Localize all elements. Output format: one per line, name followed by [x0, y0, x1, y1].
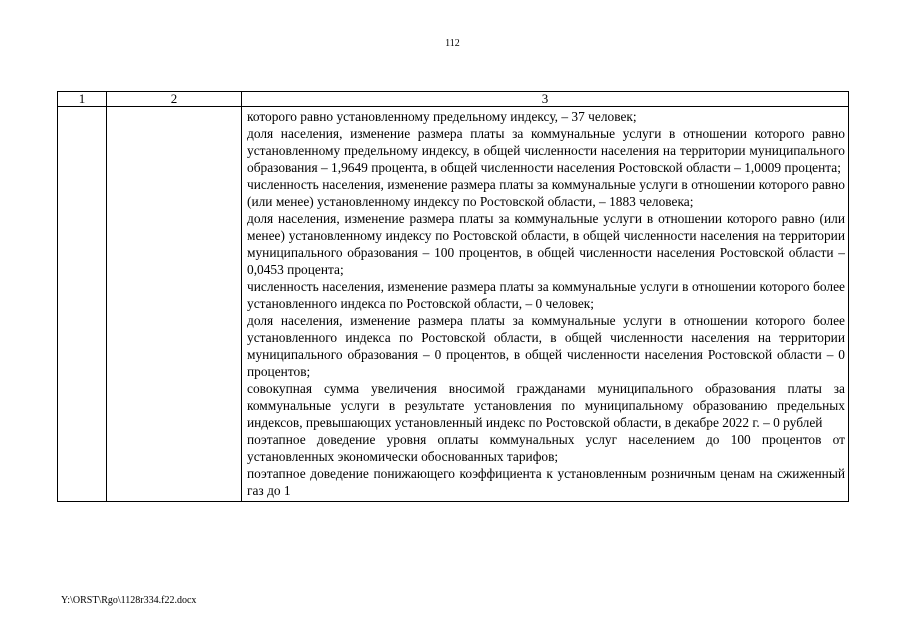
- paragraph: поэтапное доведение уровня оплаты коммунальных услуг населением до 100 процентов от установленных экономически обоснованных тарифов;: [247, 432, 845, 464]
- paragraph: которого равно установленному предельному индексу, – 37 человек;: [247, 109, 637, 124]
- table-header-row: [58, 92, 849, 107]
- paragraph: поэтапное доведение понижающего коэффициента к установленным розничным ценам на сжиженный газ до 1: [247, 466, 845, 498]
- paragraph: численность населения, изменение размера платы за коммунальные услуги в отношении которого более установленного индекса по Ростовской области, – 0 человек;: [247, 279, 845, 311]
- paragraph: доля населения, изменение размера платы за коммунальные услуги в отношении которого равно (или менее) установленному индексу по Ростовской области, в общей численности населения на территории муниципального образования – 100 процентов, в общей численности населения Ростовской области – 0,0453 процента;: [247, 211, 845, 277]
- cell-col-2: [107, 107, 242, 502]
- paragraph: доля населения, изменение размера платы за коммунальные услуги в отношении которого более установленного индекса по Ростовской области, в общей численности населения на территории муниципального образования – 0 процентов, в общей численности населения Ростовской области – 0 процентов;: [247, 313, 845, 379]
- document-table: [57, 91, 849, 502]
- paragraph: численность населения, изменение размера платы за коммунальные услуги в отношении которого равно (или менее) установленному индексу по Ростовской области, – 1883 человека;: [247, 177, 845, 209]
- page-number: 112: [445, 38, 460, 49]
- paragraph: доля населения, изменение размера платы за коммунальные услуги в отношении которого равно установленному предельному индексу, в общей численности населения на территории муниципального образования – 1,9649 процента, в общей численности населения Ростовской области – 1,0009 процента;: [247, 126, 845, 175]
- table-row: [58, 107, 849, 502]
- column-header-2: 2: [107, 92, 242, 107]
- column-header-1: 1: [58, 92, 107, 107]
- cell-text: [242, 107, 848, 501]
- column-header-3: 3: [242, 92, 849, 107]
- cell-col-1: [58, 107, 107, 502]
- paragraph: совокупная сумма увеличения вносимой гражданами муниципального образования платы за коммунальные услуги в результате установления по муниципальному образованию предельных индексов, превышающих установленный индекс по Ростовской области, в декабре 2022 г. – 0 рублей: [247, 381, 845, 430]
- file-path-footer: Y:\ORST\Rgo\1128r334.f22.docx: [61, 595, 197, 606]
- cell-col-3: [242, 107, 849, 502]
